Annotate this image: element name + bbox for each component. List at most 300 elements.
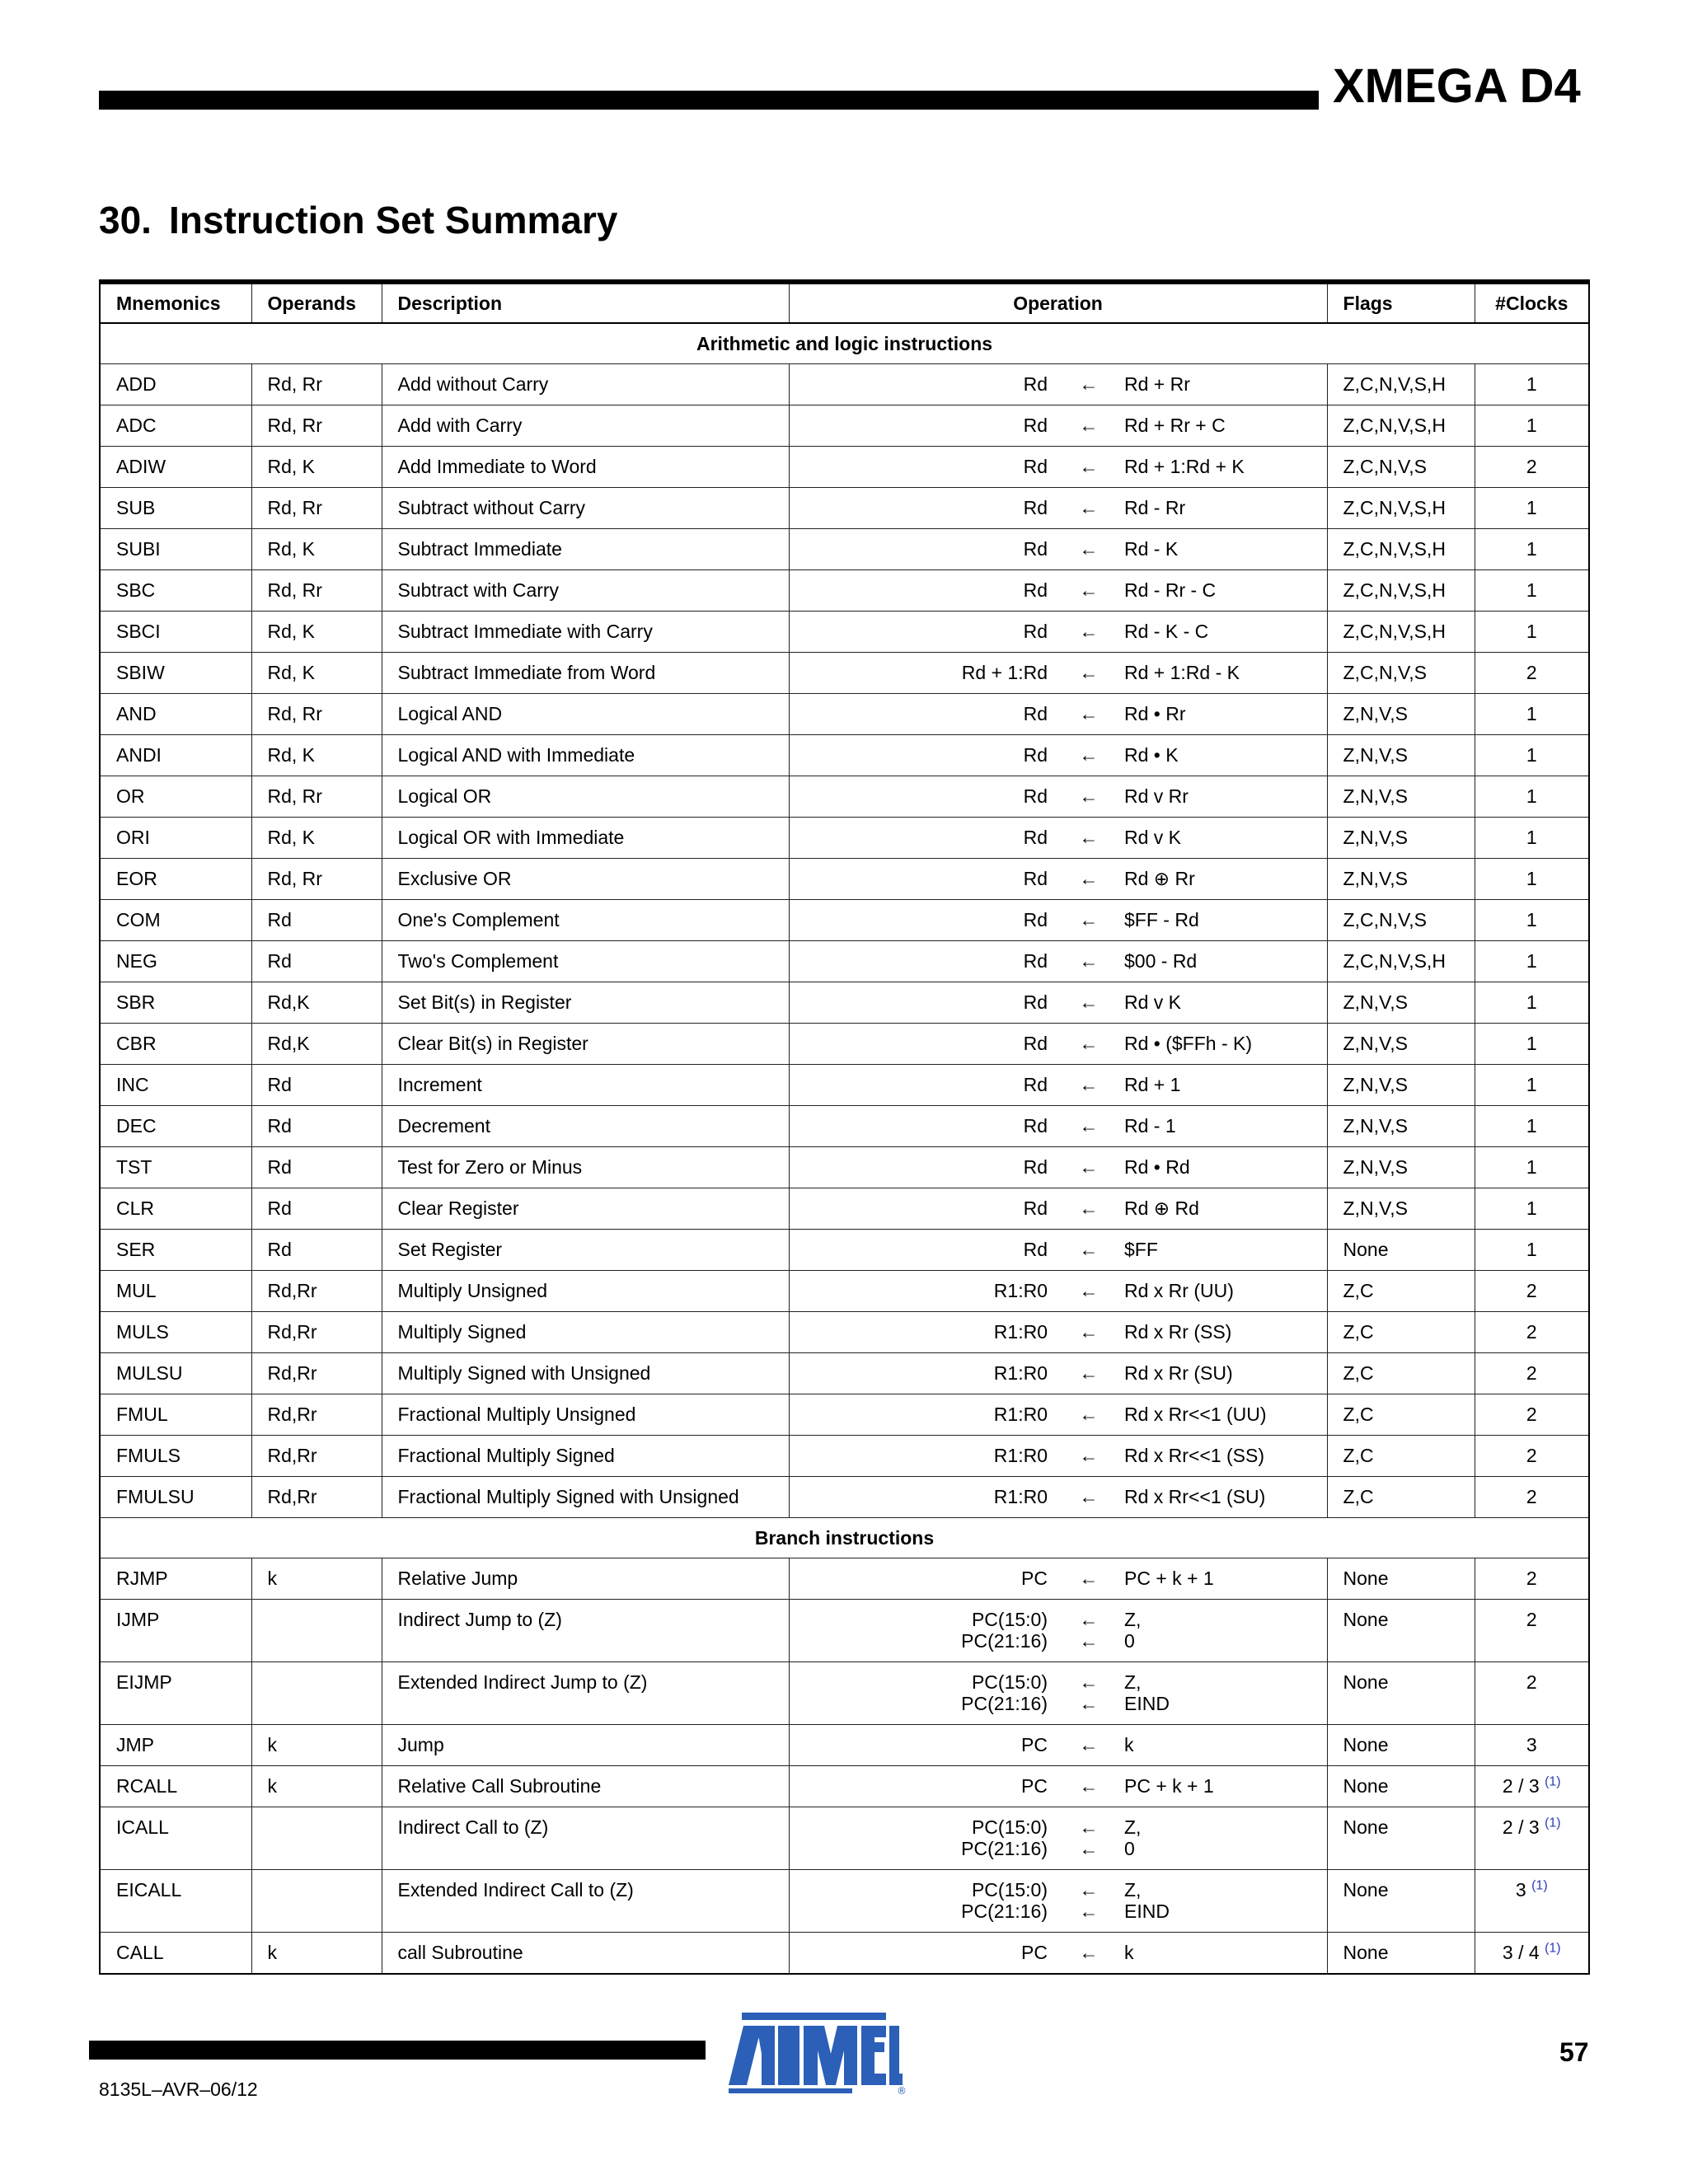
clocks-cell [1475, 1188, 1589, 1230]
operation-expression-cell [1114, 1230, 1327, 1271]
description-cell: Multiply Unsigned [382, 1271, 789, 1312]
table-row [100, 818, 1589, 859]
clocks-value: 2 [1526, 456, 1537, 477]
assign-arrow-icon: ← [1079, 1197, 1099, 1219]
clocks-value: 1 [1526, 744, 1537, 766]
assign-arrow-icon: ← [1079, 950, 1099, 972]
clocks-cell [1475, 1766, 1589, 1807]
footnote-reference: (1) [1545, 1941, 1561, 1956]
assign-arrow-icon-cell [1063, 1188, 1114, 1230]
section-title: Instruction Set Summary [169, 199, 618, 241]
description-cell: Two's Complement [382, 941, 789, 982]
clocks-cell [1475, 941, 1589, 982]
assign-arrow-icon: ← [1079, 1362, 1099, 1384]
mnemonic-cell: SBCI [100, 612, 251, 653]
table-row [100, 735, 1589, 776]
footnote-reference: (1) [1531, 1878, 1548, 1893]
operation-expression: Z, [1124, 1879, 1142, 1900]
assign-arrow-icon-cell [1063, 612, 1114, 653]
operation-target-cell [789, 529, 1063, 570]
description-cell: Subtract without Carry [382, 488, 789, 529]
assign-arrow-icon-line2: ← [1079, 1900, 1099, 1922]
operation-target: Rd [1023, 1033, 1048, 1054]
operands-cell: Rd [251, 1147, 382, 1188]
operation-target-line2: PC(21:16) [961, 1693, 1048, 1714]
assign-arrow-icon-cell [1063, 1106, 1114, 1147]
operation-target-cell [789, 1394, 1063, 1436]
assign-arrow-icon: ← [1079, 827, 1099, 848]
flags-cell: None [1327, 1558, 1475, 1600]
flags-cell: Z,C,N,V,S [1327, 900, 1475, 941]
operation-target-cell [789, 570, 1063, 612]
operation-target: Rd [1023, 785, 1048, 807]
operation-expression: Rd • Rr [1124, 703, 1186, 724]
table-row [100, 1106, 1589, 1147]
assign-arrow-icon: ← [1079, 1033, 1099, 1054]
description-cell: call Subroutine [382, 1933, 789, 1975]
clocks-cell [1475, 1807, 1589, 1870]
operation-expression: Z, [1124, 1671, 1142, 1693]
assign-arrow-icon: ← [1079, 456, 1099, 477]
table-row [100, 1353, 1589, 1394]
operation-expression-cell [1114, 1558, 1327, 1600]
col-header-operands: Operands [251, 282, 382, 323]
clocks-cell [1475, 900, 1589, 941]
mnemonic-cell: EIJMP [100, 1662, 251, 1725]
operation-target-cell [789, 1600, 1063, 1662]
description-cell: Add without Carry [382, 364, 789, 405]
operation-expression-cell [1114, 1106, 1327, 1147]
mnemonic-cell: RJMP [100, 1558, 251, 1600]
assign-arrow-icon: ← [1079, 497, 1099, 518]
operands-cell: Rd, Rr [251, 859, 382, 900]
operation-expression: Rd v Rr [1124, 785, 1189, 807]
clocks-value: 1 [1526, 703, 1537, 724]
operation-target-line2: PC(21:16) [961, 1838, 1048, 1859]
mnemonic-cell: SER [100, 1230, 251, 1271]
operation-target-cell [789, 1725, 1063, 1766]
operation-expression-cell [1114, 570, 1327, 612]
table-row [100, 859, 1589, 900]
clocks-value: 2 / 3 [1502, 1816, 1540, 1838]
clocks-value: 1 [1526, 909, 1537, 930]
clocks-cell [1475, 405, 1589, 447]
operands-cell: Rd,Rr [251, 1353, 382, 1394]
description-cell: Clear Register [382, 1188, 789, 1230]
operands-cell: Rd,K [251, 1024, 382, 1065]
operation-expression: Z, [1124, 1816, 1142, 1838]
clocks-value: 1 [1526, 1197, 1537, 1219]
operation-target-cell [789, 1024, 1063, 1065]
description-cell: Logical OR with Immediate [382, 818, 789, 859]
assign-arrow-icon: ← [1079, 1609, 1099, 1630]
clocks-cell [1475, 1870, 1589, 1933]
assign-arrow-icon-cell [1063, 1725, 1114, 1766]
mnemonic-cell: DEC [100, 1106, 251, 1147]
clocks-cell [1475, 1662, 1589, 1725]
assign-arrow-icon-cell [1063, 1807, 1114, 1870]
operands-cell: Rd, K [251, 735, 382, 776]
operation-expression: Rd - 1 [1124, 1115, 1176, 1137]
operation-expression-cell [1114, 1147, 1327, 1188]
svg-text:®: ® [897, 2085, 907, 2097]
description-cell: Test for Zero or Minus [382, 1147, 789, 1188]
clocks-value: 2 [1526, 1280, 1537, 1301]
table-row [100, 364, 1589, 405]
operation-expression-cell [1114, 1662, 1327, 1725]
table-row [100, 612, 1589, 653]
operation-expression-cell [1114, 1600, 1327, 1662]
description-cell: Indirect Jump to (Z) [382, 1600, 789, 1662]
clocks-cell [1475, 570, 1589, 612]
operation-expression-line2: 0 [1124, 1630, 1135, 1652]
clocks-value: 3 / 4 [1502, 1942, 1540, 1963]
operation-target: Rd [1023, 373, 1048, 395]
clocks-cell [1475, 1024, 1589, 1065]
mnemonic-cell: MULSU [100, 1353, 251, 1394]
assign-arrow-icon-cell [1063, 364, 1114, 405]
table-row [100, 1188, 1589, 1230]
footer-rule [89, 2041, 706, 2060]
clocks-value: 1 [1526, 868, 1537, 889]
description-cell: Logical AND with Immediate [382, 735, 789, 776]
clocks-value: 2 [1526, 1321, 1537, 1343]
operation-target: Rd [1023, 868, 1048, 889]
assign-arrow-icon: ← [1079, 1074, 1099, 1095]
operands-cell: Rd [251, 941, 382, 982]
table-row [100, 447, 1589, 488]
clocks-cell [1475, 859, 1589, 900]
operation-target-cell [789, 982, 1063, 1024]
assign-arrow-icon: ← [1079, 1239, 1099, 1260]
flags-cell: Z,C,N,V,S,H [1327, 405, 1475, 447]
description-cell: Relative Call Subroutine [382, 1766, 789, 1807]
operands-cell: Rd, Rr [251, 488, 382, 529]
operation-target: Rd [1023, 1197, 1048, 1219]
operands-cell: Rd, K [251, 529, 382, 570]
table-row [100, 900, 1589, 941]
operands-cell: Rd, Rr [251, 570, 382, 612]
clocks-value: 3 [1526, 1734, 1537, 1755]
table-row [100, 570, 1589, 612]
operation-target: R1:R0 [993, 1445, 1048, 1466]
operation-expression: Z, [1124, 1609, 1142, 1630]
operands-cell [251, 1600, 382, 1662]
clocks-cell [1475, 1065, 1589, 1106]
operation-expression-cell [1114, 488, 1327, 529]
operation-target-cell [789, 488, 1063, 529]
flags-cell: Z,C,N,V,S [1327, 653, 1475, 694]
mnemonic-cell: RCALL [100, 1766, 251, 1807]
assign-arrow-icon: ← [1079, 1568, 1099, 1589]
clocks-cell [1475, 1106, 1589, 1147]
description-cell: Multiply Signed [382, 1312, 789, 1353]
assign-arrow-icon-cell [1063, 405, 1114, 447]
operation-expression-cell [1114, 1436, 1327, 1477]
operation-expression: Rd - Rr - C [1124, 579, 1217, 601]
description-cell: Subtract Immediate [382, 529, 789, 570]
operation-expression: Rd - K - C [1124, 621, 1209, 642]
description-cell: Set Bit(s) in Register [382, 982, 789, 1024]
operands-cell: Rd [251, 1065, 382, 1106]
operation-target-cell [789, 859, 1063, 900]
assign-arrow-icon: ← [1079, 1671, 1099, 1693]
operation-expression-cell [1114, 818, 1327, 859]
col-header-operation: Operation [789, 282, 1327, 323]
clocks-cell [1475, 1394, 1589, 1436]
operands-cell [251, 1870, 382, 1933]
description-cell: Subtract Immediate from Word [382, 653, 789, 694]
mnemonic-cell: FMUL [100, 1394, 251, 1436]
clocks-value: 2 [1526, 1362, 1537, 1384]
footnote-reference: (1) [1545, 1774, 1561, 1789]
operation-target-cell [789, 447, 1063, 488]
operation-target: PC(15:0) [971, 1879, 1048, 1900]
operands-cell: Rd [251, 1230, 382, 1271]
operation-expression-line2: EIND [1124, 1900, 1170, 1922]
description-cell: Fractional Multiply Signed [382, 1436, 789, 1477]
clocks-value: 1 [1526, 991, 1537, 1013]
description-cell: Add Immediate to Word [382, 447, 789, 488]
operation-expression-cell [1114, 1188, 1327, 1230]
operation-expression: Rd x Rr (SS) [1124, 1321, 1232, 1343]
clocks-value: 1 [1526, 538, 1537, 560]
flags-cell: Z,C [1327, 1271, 1475, 1312]
operands-cell: k [251, 1725, 382, 1766]
operation-expression: Rd + Rr [1124, 373, 1190, 395]
mnemonic-cell: ADD [100, 364, 251, 405]
operation-target-cell [789, 1477, 1063, 1518]
operation-target-cell [789, 612, 1063, 653]
mnemonic-cell: AND [100, 694, 251, 735]
operation-target: Rd [1023, 991, 1048, 1013]
assign-arrow-icon-cell [1063, 1024, 1114, 1065]
assign-arrow-icon-cell [1063, 1662, 1114, 1725]
table-row [100, 653, 1589, 694]
mnemonic-cell: MULS [100, 1312, 251, 1353]
assign-arrow-icon-cell [1063, 1600, 1114, 1662]
clocks-value: 1 [1526, 1239, 1537, 1260]
document-code: 8135L–AVR–06/12 [99, 2079, 258, 2100]
flags-cell: Z,C,N,V,S,H [1327, 364, 1475, 405]
header-rule [99, 91, 1319, 110]
assign-arrow-icon: ← [1079, 785, 1099, 807]
operation-expression: Rd x Rr<<1 (SU) [1124, 1486, 1266, 1507]
flags-cell: None [1327, 1600, 1475, 1662]
clocks-cell [1475, 694, 1589, 735]
operation-target-cell [789, 1106, 1063, 1147]
flags-cell: Z,N,V,S [1327, 982, 1475, 1024]
operation-expression-cell [1114, 900, 1327, 941]
flags-cell: None [1327, 1662, 1475, 1725]
assign-arrow-icon: ← [1079, 415, 1099, 436]
description-cell: Multiply Signed with Unsigned [382, 1353, 789, 1394]
clocks-cell [1475, 653, 1589, 694]
table-row [100, 1312, 1589, 1353]
section-row [100, 323, 1589, 364]
table-row [100, 1436, 1589, 1477]
assign-arrow-icon: ← [1079, 1486, 1099, 1507]
assign-arrow-icon: ← [1079, 579, 1099, 601]
operation-expression-cell [1114, 1477, 1327, 1518]
table-row [100, 1870, 1589, 1933]
operation-expression-cell [1114, 529, 1327, 570]
operation-expression-cell [1114, 1024, 1327, 1065]
flags-cell: Z,N,V,S [1327, 694, 1475, 735]
assign-arrow-icon: ← [1079, 1156, 1099, 1178]
assign-arrow-icon-line2: ← [1079, 1693, 1099, 1714]
assign-arrow-icon-cell [1063, 941, 1114, 982]
operation-target-cell [789, 1188, 1063, 1230]
operation-target-cell [789, 364, 1063, 405]
operation-target: Rd [1023, 1239, 1048, 1260]
operation-expression-cell [1114, 1353, 1327, 1394]
operation-expression-cell [1114, 405, 1327, 447]
assign-arrow-icon-cell [1063, 1312, 1114, 1353]
flags-cell: Z,C,N,V,S,H [1327, 570, 1475, 612]
clocks-cell [1475, 1725, 1589, 1766]
operands-cell: Rd [251, 900, 382, 941]
operation-expression-cell [1114, 653, 1327, 694]
assign-arrow-icon-cell [1063, 1147, 1114, 1188]
flags-cell: None [1327, 1933, 1475, 1975]
table-row [100, 1147, 1589, 1188]
flags-cell: Z,C,N,V,S,H [1327, 529, 1475, 570]
mnemonic-cell: NEG [100, 941, 251, 982]
operation-target: PC(15:0) [971, 1671, 1048, 1693]
flags-cell: Z,C,N,V,S [1327, 447, 1475, 488]
operation-expression-cell [1114, 1766, 1327, 1807]
operation-expression: Rd v K [1124, 991, 1182, 1013]
assign-arrow-icon: ← [1079, 1321, 1099, 1343]
operation-target: Rd [1023, 1115, 1048, 1137]
mnemonic-cell: MUL [100, 1271, 251, 1312]
operation-target-cell [789, 1662, 1063, 1725]
mnemonic-cell: CBR [100, 1024, 251, 1065]
assign-arrow-icon-line2: ← [1079, 1630, 1099, 1652]
assign-arrow-icon: ← [1079, 662, 1099, 683]
description-cell: Add with Carry [382, 405, 789, 447]
flags-cell: None [1327, 1807, 1475, 1870]
table-row [100, 1600, 1589, 1662]
operation-expression-cell [1114, 612, 1327, 653]
assign-arrow-icon-cell [1063, 735, 1114, 776]
operation-target-line2: PC(21:16) [961, 1630, 1048, 1652]
clocks-cell [1475, 612, 1589, 653]
operation-expression-cell [1114, 1870, 1327, 1933]
table-row [100, 1662, 1589, 1725]
assign-arrow-icon-cell [1063, 818, 1114, 859]
operands-cell: k [251, 1558, 382, 1600]
page-number: 57 [1559, 2037, 1589, 2067]
description-cell: Subtract with Carry [382, 570, 789, 612]
operation-target-cell [789, 1353, 1063, 1394]
mnemonic-cell: FMULSU [100, 1477, 251, 1518]
col-header-clocks: #Clocks [1475, 282, 1589, 323]
clocks-value: 2 [1526, 662, 1537, 683]
assign-arrow-icon-cell [1063, 1271, 1114, 1312]
clocks-cell [1475, 1600, 1589, 1662]
table-row [100, 941, 1589, 982]
clocks-cell [1475, 982, 1589, 1024]
clocks-value: 2 [1526, 1671, 1537, 1693]
clocks-cell [1475, 488, 1589, 529]
operation-target: Rd [1023, 415, 1048, 436]
table-row [100, 982, 1589, 1024]
mnemonic-cell: ICALL [100, 1807, 251, 1870]
operation-target: Rd [1023, 909, 1048, 930]
operation-target-cell [789, 1807, 1063, 1870]
operation-target: Rd [1023, 827, 1048, 848]
operation-expression-line2: EIND [1124, 1693, 1170, 1714]
operation-expression-cell [1114, 1933, 1327, 1975]
operands-cell: Rd, Rr [251, 776, 382, 818]
flags-cell: Z,C [1327, 1353, 1475, 1394]
clocks-cell [1475, 1271, 1589, 1312]
description-cell: Subtract Immediate with Carry [382, 612, 789, 653]
assign-arrow-icon: ← [1079, 991, 1099, 1013]
operation-expression: Rd + 1:Rd + K [1124, 456, 1245, 477]
description-cell: Fractional Multiply Signed with Unsigned [382, 1477, 789, 1518]
operation-expression-cell [1114, 1312, 1327, 1353]
mnemonic-cell: ORI [100, 818, 251, 859]
section-title: Arithmetic and logic instructions [100, 323, 1589, 364]
operation-expression-cell [1114, 1807, 1327, 1870]
operation-target-cell [789, 694, 1063, 735]
operation-expression: Rd x Rr (UU) [1124, 1280, 1234, 1301]
clocks-cell [1475, 1436, 1589, 1477]
operation-target: PC [1021, 1942, 1048, 1963]
description-cell: Jump [382, 1725, 789, 1766]
assign-arrow-icon-cell [1063, 1933, 1114, 1975]
clocks-cell [1475, 1147, 1589, 1188]
operands-cell: Rd,K [251, 982, 382, 1024]
operation-target: Rd [1023, 703, 1048, 724]
operands-cell [251, 1807, 382, 1870]
clocks-cell [1475, 1477, 1589, 1518]
operation-expression-cell [1114, 1725, 1327, 1766]
clocks-value: 1 [1526, 373, 1537, 395]
operation-target-cell [789, 941, 1063, 982]
mnemonic-cell: FMULS [100, 1436, 251, 1477]
table-row [100, 1024, 1589, 1065]
assign-arrow-icon-cell [1063, 1436, 1114, 1477]
section-row [100, 1518, 1589, 1558]
operation-target: Rd [1023, 1156, 1048, 1178]
assign-arrow-icon: ← [1079, 1404, 1099, 1425]
assign-arrow-icon: ← [1079, 703, 1099, 724]
operation-expression: Rd ⊕ Rd [1124, 1197, 1199, 1219]
operation-expression: Rd • ($FFh - K) [1124, 1033, 1253, 1054]
operands-cell: Rd,Rr [251, 1436, 382, 1477]
operation-target: PC [1021, 1734, 1048, 1755]
clocks-value: 1 [1526, 1115, 1537, 1137]
clocks-value: 1 [1526, 1074, 1537, 1095]
clocks-value: 1 [1526, 950, 1537, 972]
clocks-value: 1 [1526, 785, 1537, 807]
clocks-value: 1 [1526, 621, 1537, 642]
operation-expression-cell [1114, 1271, 1327, 1312]
clocks-value: 1 [1526, 415, 1537, 436]
flags-cell: None [1327, 1725, 1475, 1766]
mnemonic-cell: SUBI [100, 529, 251, 570]
description-cell: Increment [382, 1065, 789, 1106]
operation-expression: PC + k + 1 [1124, 1775, 1214, 1797]
table-row [100, 1807, 1589, 1870]
operation-target: Rd [1023, 744, 1048, 766]
operation-expression: PC + k + 1 [1124, 1568, 1214, 1589]
operation-expression-cell [1114, 776, 1327, 818]
